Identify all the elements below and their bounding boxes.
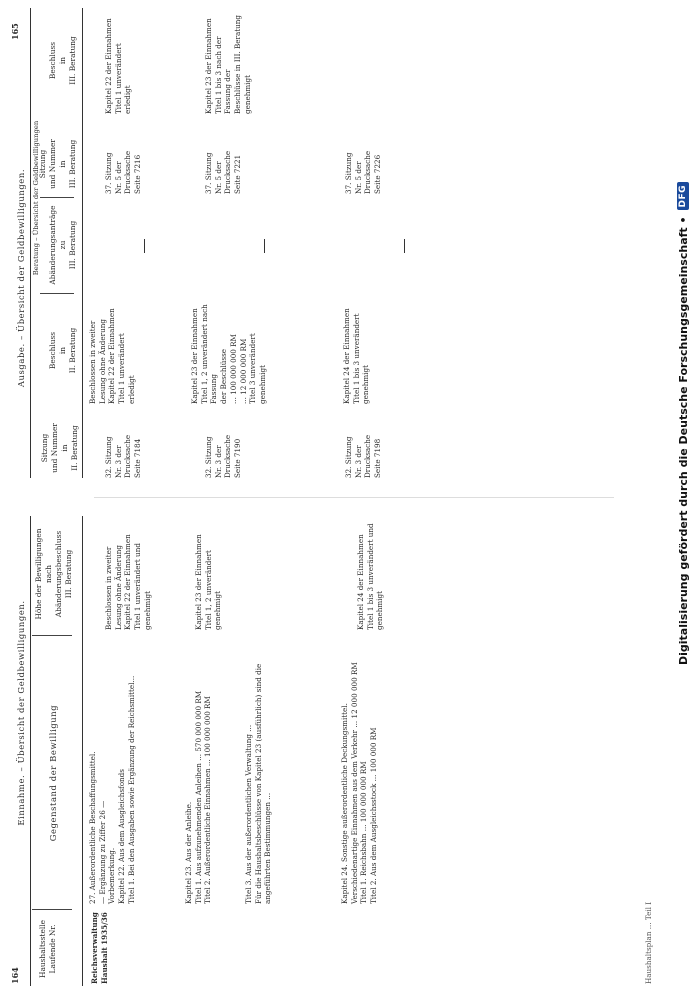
left-running-header: Einnahme. – Übersicht der Geldbewilligungen. (16, 600, 26, 826)
right-col-header-decision-3: Beschluss in III. Beratung (48, 36, 77, 85)
left-row-ref: Reichsverwaltung Haushalt 1935/36 (90, 912, 109, 984)
left-row-text: Titel 3. Aus der außerordentlichen Verwaltung ... Für die Haushaltsbeschlüsse von Kapitel 23 (ausführlich) sind die angeführten Bestimmungen ... (244, 663, 273, 904)
right-row-decision-2: Beschlossen in zweiter Lesung ohne Änderung Kapitel 22 der Einnahmen Titel 1 unverändert erledigt (88, 308, 136, 404)
left-page-number: 164 (10, 967, 20, 984)
right-col-divider-2 (40, 197, 74, 198)
right-row-session-3: 37. Sitzung Nr. 5 der Drucksache Seite 7216 (104, 150, 143, 194)
right-col-header-decision-2: Beschluss in II. Beratung (48, 327, 77, 374)
digitization-note (673, 5, 693, 665)
dash-mark (144, 239, 145, 253)
page-gutter (94, 497, 614, 498)
right-col-divider-1 (40, 293, 74, 294)
left-row-amount: Kapitel 24 der Einnahmen Titel 1 bis 3 unverändert und genehmigt (356, 523, 385, 630)
column-head-rule-right (82, 8, 83, 478)
left-col-header-amount: Höhe der Bewilligungen nach Abänderungsbeschluss III. Beratung (34, 528, 73, 620)
right-row-decision-3: Kapitel 23 der Einnahmen Titel 1 bis 3 nach der Fassung der Beschlüsse in III. Beratung genehmigt (204, 14, 252, 114)
right-page-number: 165 (10, 23, 20, 40)
right-row-decision-2: Kapitel 24 der Einnahmen Titel 1 bis 3 unverändert genehmigt (342, 308, 371, 404)
right-col-header-session-3: Sitzung und Nummer in III. Beratung (38, 139, 77, 189)
right-col-header-session-2: Sitzung und Nummer in II. Beratung (40, 423, 79, 473)
right-row-session-3: 37. Sitzung Nr. 5 der Drucksache Seite 7226 (344, 150, 383, 194)
right-row-session-3: 37. Sitzung Nr. 5 der Drucksache Seite 7221 (204, 150, 243, 194)
dash-mark (404, 239, 405, 253)
left-col-divider-1 (32, 909, 72, 910)
left-row-amount: Beschlossen in zweiter Lesung ohne Änderung Kapitel 22 der Einnahmen Titel 1 unverändert und genehmigt (104, 534, 152, 630)
right-row-session-2: 32. Sitzung Nr. 3 der Drucksache Seite 7184 (104, 434, 143, 478)
right-col-header-amendments: Abänderungsanträge zu III. Beratung (48, 205, 77, 285)
right-row-session-2: 32. Sitzung Nr. 3 der Drucksache Seite 7198 (344, 434, 383, 478)
left-col-header-ref: Haushaltsstelle Laufende Nr. (38, 920, 57, 978)
right-row-decision-2: Kapitel 23 der Einnahmen Titel 1, 2 unverändert nach Fassung der Beschlüsse ... 100 000 000 RM ... 12 000 000 RM Titel 3 unverändert genehmigt (190, 304, 268, 404)
right-col-group-header: Beratung – Übersicht der Geldbewilligungen (32, 120, 40, 276)
header-rule-right (30, 8, 31, 478)
left-col-divider-2 (32, 635, 72, 636)
rotated-document-page (4, 0, 664, 998)
dfg-logo: DFG (677, 182, 689, 211)
digitization-side-strip (667, 0, 697, 1000)
left-row-text: Kapitel 23. Aus der Anleihe. Titel 1. Aus aufzunehmenden Anleihen ... 570 000 000 RM Titel 2. Außerordentliche Einnahmen ... 100 000 000 RM (184, 690, 213, 904)
right-running-header: Ausgabe. – Übersicht der Geldbewilligungen. (16, 168, 26, 388)
column-head-rule-left (82, 516, 83, 986)
left-col-header-subject: Gegenstand der Bewilligung (48, 704, 58, 842)
right-row-decision-3: Kapitel 22 der Einnahmen Titel 1 unverändert erledigt (104, 18, 133, 114)
left-row-text: 27. Außerordentliche Beschaffungsmittel. — Ergänzung zu Ziffer 26 — Vorbemerkung. Kapitel 22. Aus dem Ausgleichsfonds Titel 1. Bei den Ausgaben sowie Ergänzung der Reichsmittel... (88, 675, 136, 904)
header-rule-left (30, 516, 31, 986)
left-footer-note: Haushaltsplan ... Teil I (644, 901, 653, 984)
right-row-session-2: 32. Sitzung Nr. 3 der Drucksache Seite 7190 (204, 434, 243, 478)
left-row-amount: Kapitel 23 der Einnahmen Titel 1, 2 unverändert genehmigt (194, 534, 223, 630)
dash-mark (264, 239, 265, 253)
left-row-text: Kapitel 24. Sonstige außerordentliche Deckungsmittel. Verschiedenartige Einnahmen aus dem Verkehr ... 12 000 000 RM Titel 1. Reichsbahn ... 100 000 000 RM Titel 2. Aus dem Ausgleichsstock ... 100 000 RM (340, 662, 379, 904)
digitization-text: Digitalisierung gefördert durch die Deutsche Forschungsgemeinschaft • (676, 216, 690, 665)
